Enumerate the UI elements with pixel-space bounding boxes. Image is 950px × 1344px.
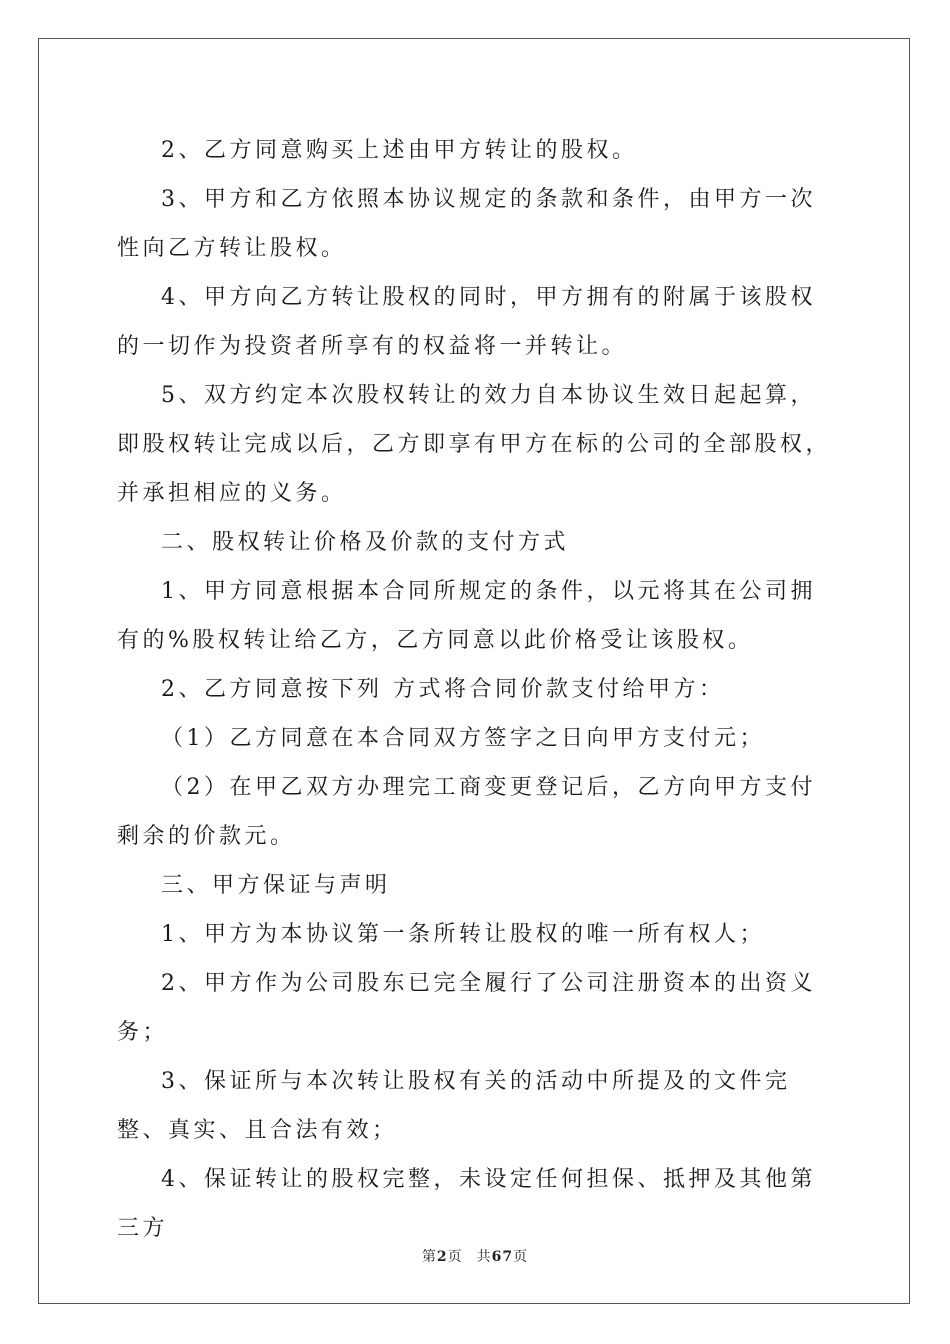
paragraph: 4、甲方向乙方转让股权的同时，甲方拥有的附属于该股权的一切作为投资者所享有的权益将一并转让。 [117, 285, 816, 359]
paragraph: 5、双方约定本次股权转让的效力自本协议生效日起起算，即股权转让完成以后，乙方即享有甲方在标的公司的全部股权，并承担相应的义务。 [117, 383, 832, 506]
total-prefix: 共 [476, 1249, 492, 1265]
paragraph: 3、甲方和乙方依照本协议规定的条款和条件，由甲方一次性向乙方转让股权。 [117, 187, 816, 261]
list-item: （1）乙方同意在本合同双方签字之日向甲方支付元； [161, 726, 765, 751]
list-item: （2）在甲乙双方办理完工商变更登记后，乙方向甲方支付剩余的价款元。 [117, 775, 816, 849]
paragraph: 3、保证所与本次转让股权有关的活动中所提及的文件完整、真实、且合法有效； [117, 1069, 791, 1143]
section-heading: 二、股权转让价格及价款的支付方式 [161, 530, 570, 555]
paragraph: 1、甲方同意根据本合同所规定的条件，以元将其在公司拥有的%股权转让给乙方，乙方同意以此价格受让该股权。 [117, 579, 816, 653]
section-heading: 三、甲方保证与声明 [161, 873, 391, 898]
page-suffix: 页 [447, 1249, 463, 1265]
paragraph: 2、乙方同意按下列 方式将合同价款支付给甲方： [161, 677, 725, 702]
paragraph: 2、甲方作为公司股东已完全履行了公司注册资本的出资义务； [117, 971, 816, 1045]
total-pages: 67 [491, 1249, 514, 1265]
document-body [117, 126, 833, 1253]
page-number: 2 [436, 1249, 448, 1265]
total-suffix: 页 [513, 1249, 529, 1265]
page-prefix: 第 [421, 1249, 437, 1265]
page-footer [0, 1246, 950, 1266]
paragraph: 4、保证转让的股权完整，未设定任何担保、抵押及其他第三方 [117, 1167, 816, 1241]
paragraph: 2、乙方同意购买上述由甲方转让的股权。 [161, 138, 638, 163]
paragraph: 1、甲方为本协议第一条所转让股权的唯一所有权人； [161, 922, 765, 947]
